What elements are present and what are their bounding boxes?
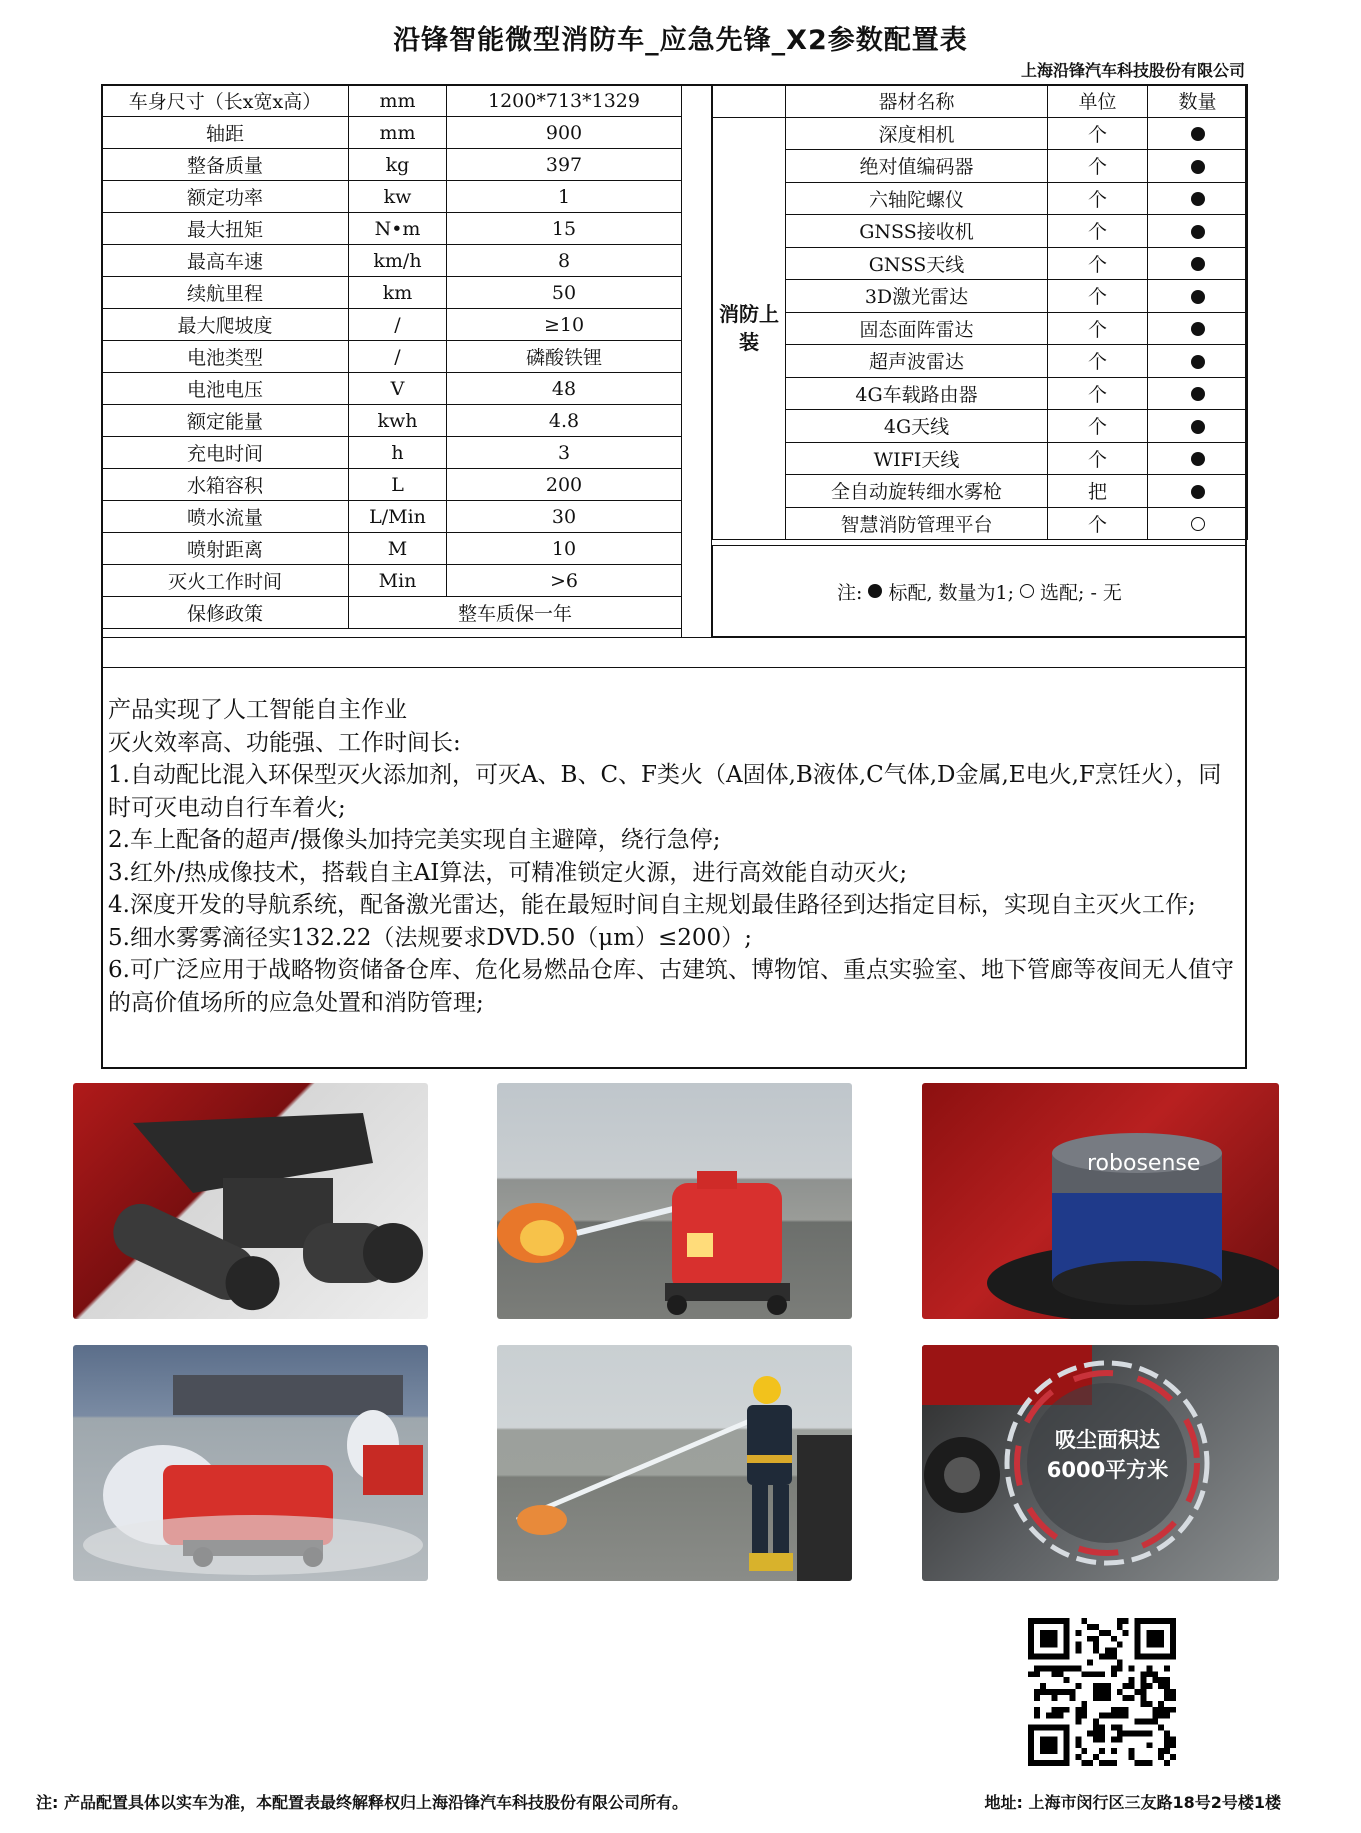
spec-value-cell: 3 <box>447 437 682 469</box>
equipment-category: 消防上装 <box>713 117 786 540</box>
spec-unit-cell: N•m <box>349 213 447 245</box>
spec-name-cell: 续航里程 <box>102 277 349 309</box>
spec-unit-cell: kwh <box>349 405 447 437</box>
equipment-qty-cell <box>1148 215 1248 248</box>
footer-address: 地址: 上海市闵行区三友路18号2号楼1楼 <box>984 1793 1281 1812</box>
equipment-qty-cell <box>1148 280 1248 313</box>
disinfection-vehicle-icon <box>73 1345 428 1581</box>
spec-value-cell: 磷酸铁锂 <box>447 341 682 373</box>
equipment-row <box>713 475 1248 508</box>
vacuum-caption-line1: 吸尘面积达 <box>1055 1428 1160 1452</box>
spec-unit-cell: L/Min <box>349 501 447 533</box>
filled-circle-icon <box>1191 225 1205 239</box>
filled-circle-icon <box>1191 160 1205 174</box>
equipment-qty-cell <box>1148 182 1248 215</box>
fire-vehicle-icon <box>497 1083 852 1319</box>
equipment-row <box>713 247 1248 280</box>
spec-unit-cell: mm <box>349 85 447 117</box>
equipment-unit-cell: 个 <box>1048 215 1148 248</box>
equipment-row <box>713 280 1248 313</box>
spec-row <box>102 437 682 469</box>
filled-circle-icon <box>1191 257 1205 271</box>
spec-name-cell: 电池类型 <box>102 341 349 373</box>
equipment-qty-cell <box>1148 150 1248 183</box>
spec-row <box>102 341 682 373</box>
spec-name-cell: 喷射距离 <box>102 533 349 565</box>
equipment-qty-cell <box>1148 117 1248 150</box>
spec-name-cell: 水箱容积 <box>102 469 349 501</box>
equipment-legend <box>712 545 1247 637</box>
equipment-unit-cell: 个 <box>1048 280 1148 313</box>
equipment-row <box>713 507 1248 540</box>
table-divider-column <box>681 84 712 637</box>
equipment-name-cell: 全自动旋转细水雾枪 <box>786 475 1048 508</box>
spec-value-cell: 1200*713*1329 <box>447 85 682 117</box>
spec-row <box>102 501 682 533</box>
hollow-circle-icon <box>1191 517 1205 531</box>
equipment-row <box>713 312 1248 345</box>
equipment-name-cell: GNSS接收机 <box>786 215 1048 248</box>
firefighter-icon <box>497 1345 852 1581</box>
spec-unit-cell: kw <box>349 181 447 213</box>
spec-row <box>102 565 682 597</box>
legend-standard: 标配, 数量为1; <box>888 581 1015 604</box>
equipment-unit-cell: 把 <box>1048 475 1148 508</box>
lidar-icon <box>922 1083 1279 1319</box>
equipment-qty-cell <box>1148 247 1248 280</box>
equipment-unit-cell: 个 <box>1048 377 1148 410</box>
equipment-name-cell: 固态面阵雷达 <box>786 312 1048 345</box>
spec-row <box>102 117 682 149</box>
divider-line <box>101 667 1247 668</box>
equipment-name-cell: 六轴陀螺仪 <box>786 182 1048 215</box>
equipment-header-qty: 数量 <box>1148 85 1248 118</box>
equipment-header-blank <box>713 85 786 118</box>
equipment-name-cell: 3D激光雷达 <box>786 280 1048 313</box>
spec-row <box>102 373 682 405</box>
equipment-name-cell: 深度相机 <box>786 117 1048 150</box>
equipment-row <box>713 117 1248 150</box>
spec-unit-cell: km <box>349 277 447 309</box>
equipment-row <box>713 345 1248 378</box>
photo-camera-module <box>73 1083 428 1319</box>
filled-circle-icon <box>1191 387 1205 401</box>
filled-circle-icon <box>1191 485 1205 499</box>
legend-optional: 选配; - 无 <box>1040 581 1122 604</box>
spec-table <box>101 84 682 629</box>
equipment-qty-cell <box>1148 507 1248 540</box>
spec-value-cell: 10 <box>447 533 682 565</box>
description-line: 6.可广泛应用于战略物资储备仓库、危化易燃品仓库、古建筑、博物馆、重点实验室、地下管廊等夜间无人值守的高价值场所的应急处置和消防管理; <box>108 957 1234 1016</box>
spec-unit-cell: M <box>349 533 447 565</box>
equipment-row <box>713 410 1248 443</box>
spec-name-cell: 电池电压 <box>102 373 349 405</box>
lidar-brand-label: robosense <box>1087 1151 1201 1176</box>
company-name: 上海沿锋汽车科技股份有限公司 <box>1020 61 1245 80</box>
equipment-unit-cell: 个 <box>1048 410 1148 443</box>
camera-module-icon <box>73 1083 428 1319</box>
spec-value-cell: 1 <box>447 181 682 213</box>
spec-value-cell: 397 <box>447 149 682 181</box>
spec-name-cell: 灭火工作时间 <box>102 565 349 597</box>
spec-row <box>102 533 682 565</box>
description-line: 5.细水雾雾滴径实132.22（法规要求DVD.50（μm）≤200）; <box>108 924 752 951</box>
equipment-unit-cell: 个 <box>1048 247 1148 280</box>
spec-name-cell: 轴距 <box>102 117 349 149</box>
spec-row <box>102 469 682 501</box>
vacuum-caption <box>1040 1425 1175 1485</box>
spec-unit-cell: km/h <box>349 245 447 277</box>
spec-name-cell: 最大爬坡度 <box>102 309 349 341</box>
filled-circle-icon <box>1191 290 1205 304</box>
equipment-header-unit: 单位 <box>1048 85 1148 118</box>
description-line: 灭火效率高、功能强、工作时间长: <box>108 729 461 756</box>
spec-row <box>102 213 682 245</box>
equipment-name-cell: WIFI天线 <box>786 442 1048 475</box>
page-title: 沿锋智能微型消防车_应急先锋_X2参数配置表 <box>393 25 968 56</box>
spec-name-cell: 最大扭矩 <box>102 213 349 245</box>
equipment-name-cell: 绝对值编码器 <box>786 150 1048 183</box>
description-line: 2.车上配备的超声/摄像头加持完美实现自主避障，绕行急停; <box>108 827 721 853</box>
photo-firefighter <box>497 1345 852 1581</box>
filled-circle-icon <box>1191 127 1205 141</box>
equipment-table <box>712 84 1248 540</box>
spec-row <box>102 181 682 213</box>
spec-name-cell: 车身尺寸（长x宽x高） <box>102 85 349 117</box>
photo-disinfection <box>73 1345 428 1581</box>
spec-name-cell: 最高车速 <box>102 245 349 277</box>
spec-value-cell: 900 <box>447 117 682 149</box>
spec-value-cell: 48 <box>447 373 682 405</box>
spec-row <box>102 245 682 277</box>
spec-name-cell: 充电时间 <box>102 437 349 469</box>
spec-row <box>102 277 682 309</box>
spec-name-cell: 保修政策 <box>102 597 349 629</box>
equipment-qty-cell <box>1148 312 1248 345</box>
spec-name-cell: 整备质量 <box>102 149 349 181</box>
equipment-qty-cell <box>1148 345 1248 378</box>
filled-circle-icon <box>1191 452 1205 466</box>
equipment-name-cell: 智慧消防管理平台 <box>786 507 1048 540</box>
equipment-row <box>713 150 1248 183</box>
legend-hollow-circle-icon <box>1020 584 1034 598</box>
equipment-unit-cell: 个 <box>1048 182 1148 215</box>
spec-name-cell: 喷水流量 <box>102 501 349 533</box>
spec-value-cell: 8 <box>447 245 682 277</box>
spec-unit-cell: / <box>349 309 447 341</box>
equipment-unit-cell: 个 <box>1048 312 1148 345</box>
equipment-unit-cell: 个 <box>1048 442 1148 475</box>
description-line: 3.红外/热成像技术，搭载自主AI算法，可精准锁定火源，进行高效能自动灭火; <box>108 859 908 886</box>
spec-unit-cell: L <box>349 469 447 501</box>
description-line: 4.深度开发的导航系统，配备激光雷达，能在最短时间自主规划最佳路径到达指定目标，实现自主灭火工作; <box>108 892 1196 918</box>
divider-line <box>101 637 1247 638</box>
spec-warranty-value: 整车质保一年 <box>349 597 682 629</box>
vacuum-caption-line2: 6000平方米 <box>1046 1458 1169 1482</box>
spec-value-cell: 15 <box>447 213 682 245</box>
spec-value-cell: >6 <box>447 565 682 597</box>
spec-row <box>102 85 682 117</box>
equipment-unit-cell: 个 <box>1048 507 1148 540</box>
spec-unit-cell: kg <box>349 149 447 181</box>
photo-fire-spraying <box>497 1083 852 1319</box>
equipment-name-cell: 4G天线 <box>786 410 1048 443</box>
spec-value-cell: 50 <box>447 277 682 309</box>
equipment-unit-cell: 个 <box>1048 117 1148 150</box>
equipment-unit-cell: 个 <box>1048 345 1148 378</box>
spec-value-cell: 4.8 <box>447 405 682 437</box>
filled-circle-icon <box>1191 322 1205 336</box>
photo-vacuum-area <box>922 1345 1279 1581</box>
legend-filled-circle-icon <box>868 584 882 598</box>
spec-warranty-row <box>102 597 682 629</box>
filled-circle-icon <box>1191 355 1205 369</box>
spec-unit-cell: V <box>349 373 447 405</box>
spec-row <box>102 405 682 437</box>
spec-unit-cell: Min <box>349 565 447 597</box>
spec-value-cell: 200 <box>447 469 682 501</box>
equipment-name-cell: 超声波雷达 <box>786 345 1048 378</box>
qr-code[interactable] <box>1027 1618 1177 1766</box>
equipment-name-cell: 4G车载路由器 <box>786 377 1048 410</box>
equipment-qty-cell <box>1148 377 1248 410</box>
equipment-row <box>713 442 1248 475</box>
spec-name-cell: 额定功率 <box>102 181 349 213</box>
spec-value-cell: 30 <box>447 501 682 533</box>
photo-lidar <box>922 1083 1279 1319</box>
description-line: 产品实现了人工智能自主作业 <box>108 697 407 723</box>
equipment-qty-cell <box>1148 475 1248 508</box>
filled-circle-icon <box>1191 192 1205 206</box>
spec-row <box>102 149 682 181</box>
equipment-header-name: 器材名称 <box>786 85 1048 118</box>
equipment-unit-cell: 个 <box>1048 150 1148 183</box>
spec-row <box>102 309 682 341</box>
spec-name-cell: 额定能量 <box>102 405 349 437</box>
equipment-row <box>713 215 1248 248</box>
qr-code-icon <box>1027 1618 1177 1766</box>
spec-unit-cell: h <box>349 437 447 469</box>
equipment-qty-cell <box>1148 442 1248 475</box>
equipment-row <box>713 182 1248 215</box>
description-line: 1.自动配比混入环保型灭火添加剂，可灭A、B、C、F类火（A固体,B液体,C气体,D金属,E电火,F烹饪火），同时可灭电动自行车着火; <box>108 762 1222 821</box>
spec-value-cell: ≥10 <box>447 309 682 341</box>
spec-unit-cell: mm <box>349 117 447 149</box>
legend-prefix: 注: <box>837 581 863 604</box>
equipment-header-row <box>713 85 1248 118</box>
equipment-row <box>713 377 1248 410</box>
spec-unit-cell: / <box>349 341 447 373</box>
equipment-qty-cell <box>1148 410 1248 443</box>
product-description <box>108 694 1240 1019</box>
filled-circle-icon <box>1191 420 1205 434</box>
equipment-name-cell: GNSS天线 <box>786 247 1048 280</box>
footer-note: 注: 产品配置具体以实车为准，本配置表最终解释权归上海沿锋汽车科技股份有限公司所有。 <box>36 1793 688 1812</box>
